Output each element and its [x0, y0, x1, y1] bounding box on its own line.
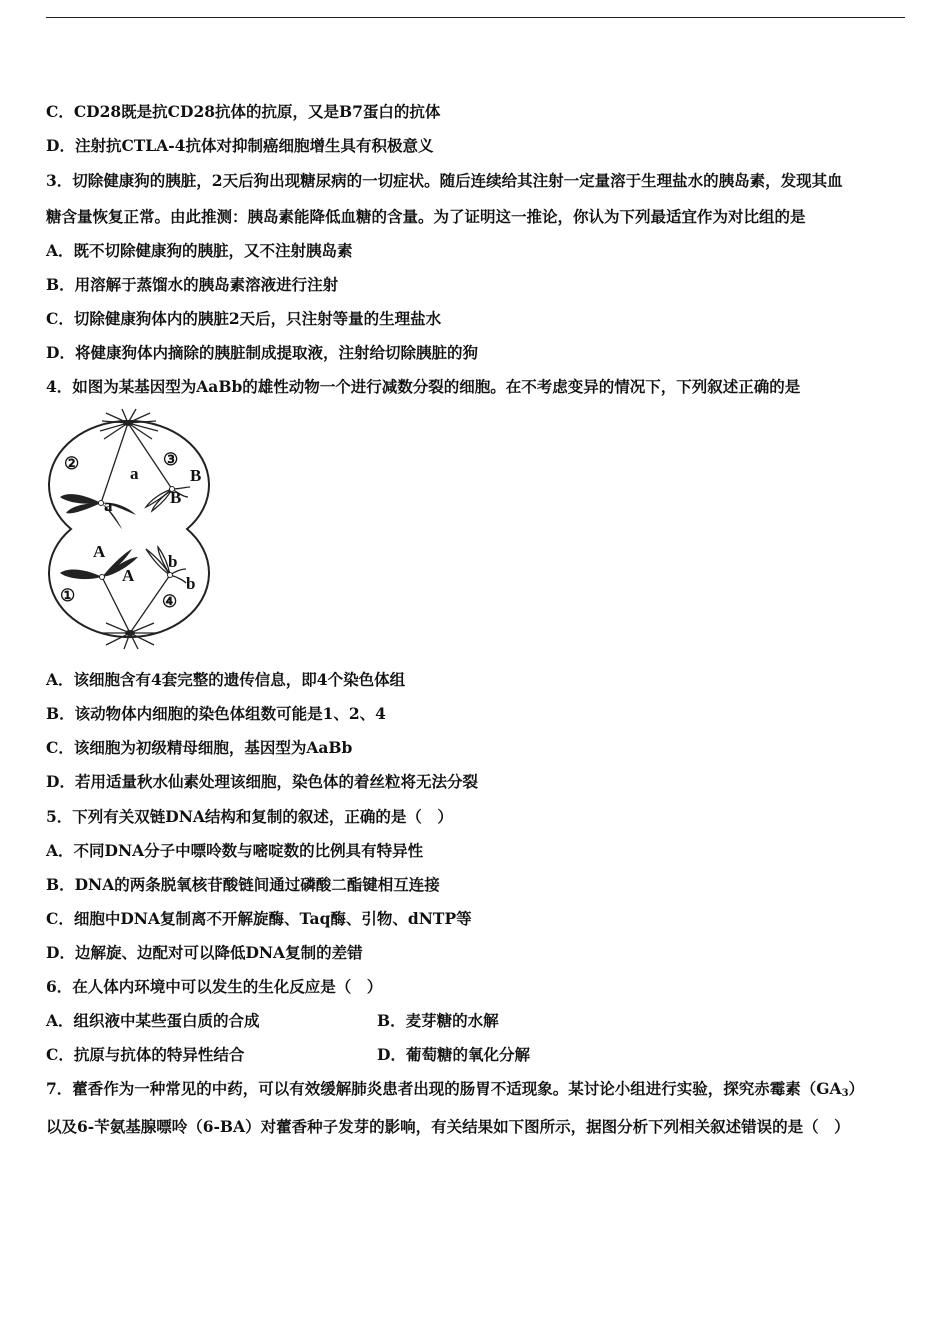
- gene-label-a-upper: a: [130, 464, 139, 483]
- meiosis-cell-figure: [46, 405, 212, 657]
- label-circled-4: ④: [162, 592, 178, 611]
- q2-option-d[interactable]: D．注射抗CTLA-4抗体对抑制癌细胞增生具有积极意义: [46, 136, 434, 155]
- q5-option-b[interactable]: B．DNA的两条脱氧核苷酸链间通过磷酸二酯键相互连接: [46, 875, 440, 894]
- q3-option-d[interactable]: D．将健康狗体内摘除的胰脏制成提取液，注射给切除胰脏的狗: [46, 343, 478, 362]
- label-circled-1: ①: [60, 586, 76, 605]
- q6-option-c[interactable]: C．抗原与抗体的特异性结合: [46, 1045, 245, 1064]
- label-circled-3: ③: [163, 450, 179, 469]
- q4-option-b[interactable]: B．该动物体内细胞的染色体组数可能是1、2、4: [46, 704, 386, 723]
- q6-option-d[interactable]: D．葡萄糖的氧化分解: [377, 1045, 530, 1064]
- q4-option-a[interactable]: A．该细胞含有4套完整的遗传信息，即4个染色体组: [46, 670, 406, 689]
- meiosis-cell-drawing: [46, 405, 212, 657]
- gene-label-B-right: B: [190, 466, 202, 485]
- gene-label-a-lower: a: [104, 496, 113, 515]
- q2-option-c[interactable]: C．CD28既是抗CD28抗体的抗原，又是B7蛋白的抗体: [46, 102, 441, 121]
- gene-label-b-upper: b: [168, 552, 178, 571]
- gene-label-A-upper: A: [93, 542, 106, 561]
- q6-stem: 6．在人体内环境中可以发生的生化反应是（ ）: [46, 977, 383, 996]
- q5-stem: 5．下列有关双链DNA结构和复制的叙述，正确的是（ ）: [46, 807, 453, 826]
- q7-stem-line1-text: 7．藿香作为一种常见的中药，可以有效缓解肺炎患者出现的肠胃不适现象。某讨论小组进行实验，探究赤霉素（GA: [46, 1079, 842, 1098]
- q6-option-a[interactable]: A．组织液中某些蛋白质的合成: [46, 1011, 260, 1030]
- label-circled-2: ②: [64, 454, 80, 473]
- q7-stem-line2: 以及6-苄氨基腺嘌呤（6-BA）对藿香种子发芽的影响，有关结果如下图所示，据图分析下列相关叙述错误的是（ ）: [46, 1117, 850, 1136]
- q3-option-b[interactable]: B．用溶解于蒸馏水的胰岛素溶液进行注射: [46, 275, 339, 294]
- gene-label-A-lower: A: [122, 566, 135, 585]
- q7-ga-subscript: 3: [841, 1088, 849, 1099]
- q3-stem-line2: 糖含量恢复正常。由此推测：胰岛素能降低血糖的含量。为了证明这一推论，你认为下列最适宜作为对比组的是: [46, 207, 806, 226]
- q3-option-c[interactable]: C．切除健康狗体内的胰脏2天后，只注射等量的生理盐水: [46, 309, 442, 328]
- q3-option-a[interactable]: A．既不切除健康狗的胰脏，又不注射胰岛素: [46, 241, 353, 260]
- q7-stem-line1-close: ）: [848, 1079, 865, 1098]
- q4-option-c[interactable]: C．该细胞为初级精母细胞，基因型为AaBb: [46, 738, 353, 757]
- gene-label-b-lower: b: [186, 574, 196, 593]
- q4-stem: 4．如图为某基因型为AaBb的雄性动物一个进行减数分裂的细胞。在不考虑变异的情况下，下列叙述正确的是: [46, 377, 801, 396]
- q5-option-a[interactable]: A．不同DNA分子中嘌呤数与嘧啶数的比例具有特异性: [46, 841, 424, 860]
- q5-option-c[interactable]: C．细胞中DNA复制离不开解旋酶、Taq酶、引物、dNTP等: [46, 909, 472, 928]
- gene-label-B-left: B: [170, 488, 182, 507]
- q3-stem-line1: 3．切除健康狗的胰脏，2天后狗出现糖尿病的一切症状。随后连续给其注射一定量溶于生理盐水的胰岛素，发现其血: [46, 171, 843, 190]
- q6-option-b[interactable]: B．麦芽糖的水解: [377, 1011, 499, 1030]
- q4-option-d[interactable]: D．若用适量秋水仙素处理该细胞，染色体的着丝粒将无法分裂: [46, 772, 478, 791]
- header-rule: [46, 17, 905, 18]
- q7-stem-line1: [46, 1079, 864, 1104]
- q5-option-d[interactable]: D．边解旋、边配对可以降低DNA复制的差错: [46, 943, 363, 962]
